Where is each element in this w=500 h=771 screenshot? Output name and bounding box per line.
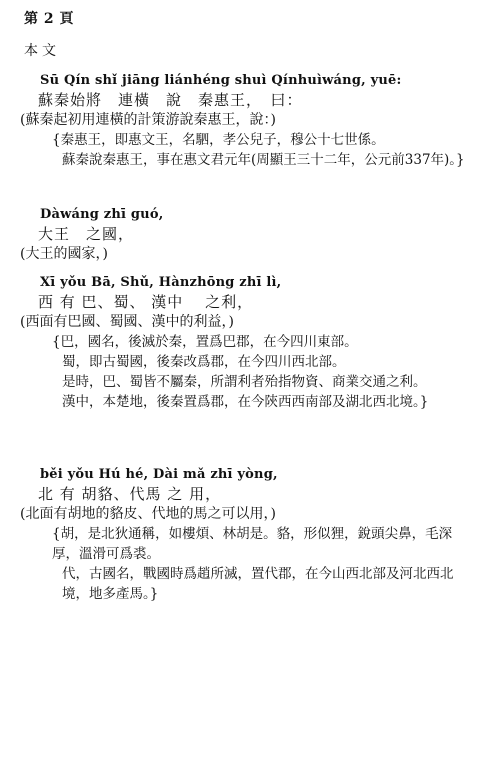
text-block-2 [20, 206, 490, 264]
notes [20, 332, 490, 412]
notes [20, 130, 490, 170]
hanzi-line: 蘇秦始將 連橫 說 秦惠王， 曰： [38, 91, 303, 109]
hanzi-line: 大王 之國， [38, 225, 135, 243]
translation-line: (北面有胡地的貉皮、代地的馬之可以用，) [20, 506, 276, 522]
hanzi-line: 西 有 巴、蜀、 漢中 之利， [38, 293, 254, 311]
translation-line: (大王的國家，) [20, 246, 108, 262]
pinyin-line: Sū Qín shǐ jiāng liánhéng shuì Qínhuìwáng, yuē: [40, 73, 402, 88]
note-line: 是時，巴、蜀皆不屬秦，所謂利者殆指物資、商業交通之利。 [62, 374, 427, 390]
page-number: 第 2 頁 [24, 11, 74, 27]
note-line: 代，古國名，戰國時爲趙所滅，置代郡，在今山西北部及河北西北境，地多產馬。} [62, 566, 454, 602]
note-line: {胡，是北狄通稱，如樓煩、林胡是。貉，形似狸，銳頭尖鼻，毛深厚，溫滑可爲裘。 [52, 526, 453, 562]
note-line: {巴，國名，後滅於秦，置爲巴郡，在今四川東部。 [52, 334, 358, 350]
note-line: {秦惠王，即惠文王，名駟，孝公兒子，穆公十七世係。 [52, 132, 385, 148]
hanzi-line: 北 有 胡貉、代馬 之 用， [38, 485, 222, 503]
text-block-1 [20, 72, 490, 170]
text-block-4 [20, 466, 490, 604]
note-line: 漢中，本楚地，後秦置爲郡，在今陝西西南部及湖北西北境。} [62, 394, 429, 410]
section-title: 本文 [24, 43, 60, 59]
pinyin-line: Xī yǒu Bā, Shǔ, Hànzhōng zhī lì, [40, 275, 282, 290]
text-block-3 [20, 274, 490, 412]
pinyin-line: Dàwáng zhī guó, [40, 207, 164, 222]
notes [20, 524, 490, 604]
note-line: 蜀，即古蜀國，後秦改爲郡，在今四川西北部。 [62, 354, 346, 370]
pinyin-line: běi yǒu Hú hé, Dài mǎ zhī yòng, [40, 467, 278, 482]
translation-line: (蘇秦起初用連橫的計策游說秦惠王，說：) [20, 112, 276, 128]
note-line: 蘇秦說秦惠王，事在惠文君元年(周顯王三十二年，公元前337年)。} [62, 152, 465, 168]
translation-line: (西面有巴國、蜀國、漢中的利益，) [20, 314, 234, 330]
